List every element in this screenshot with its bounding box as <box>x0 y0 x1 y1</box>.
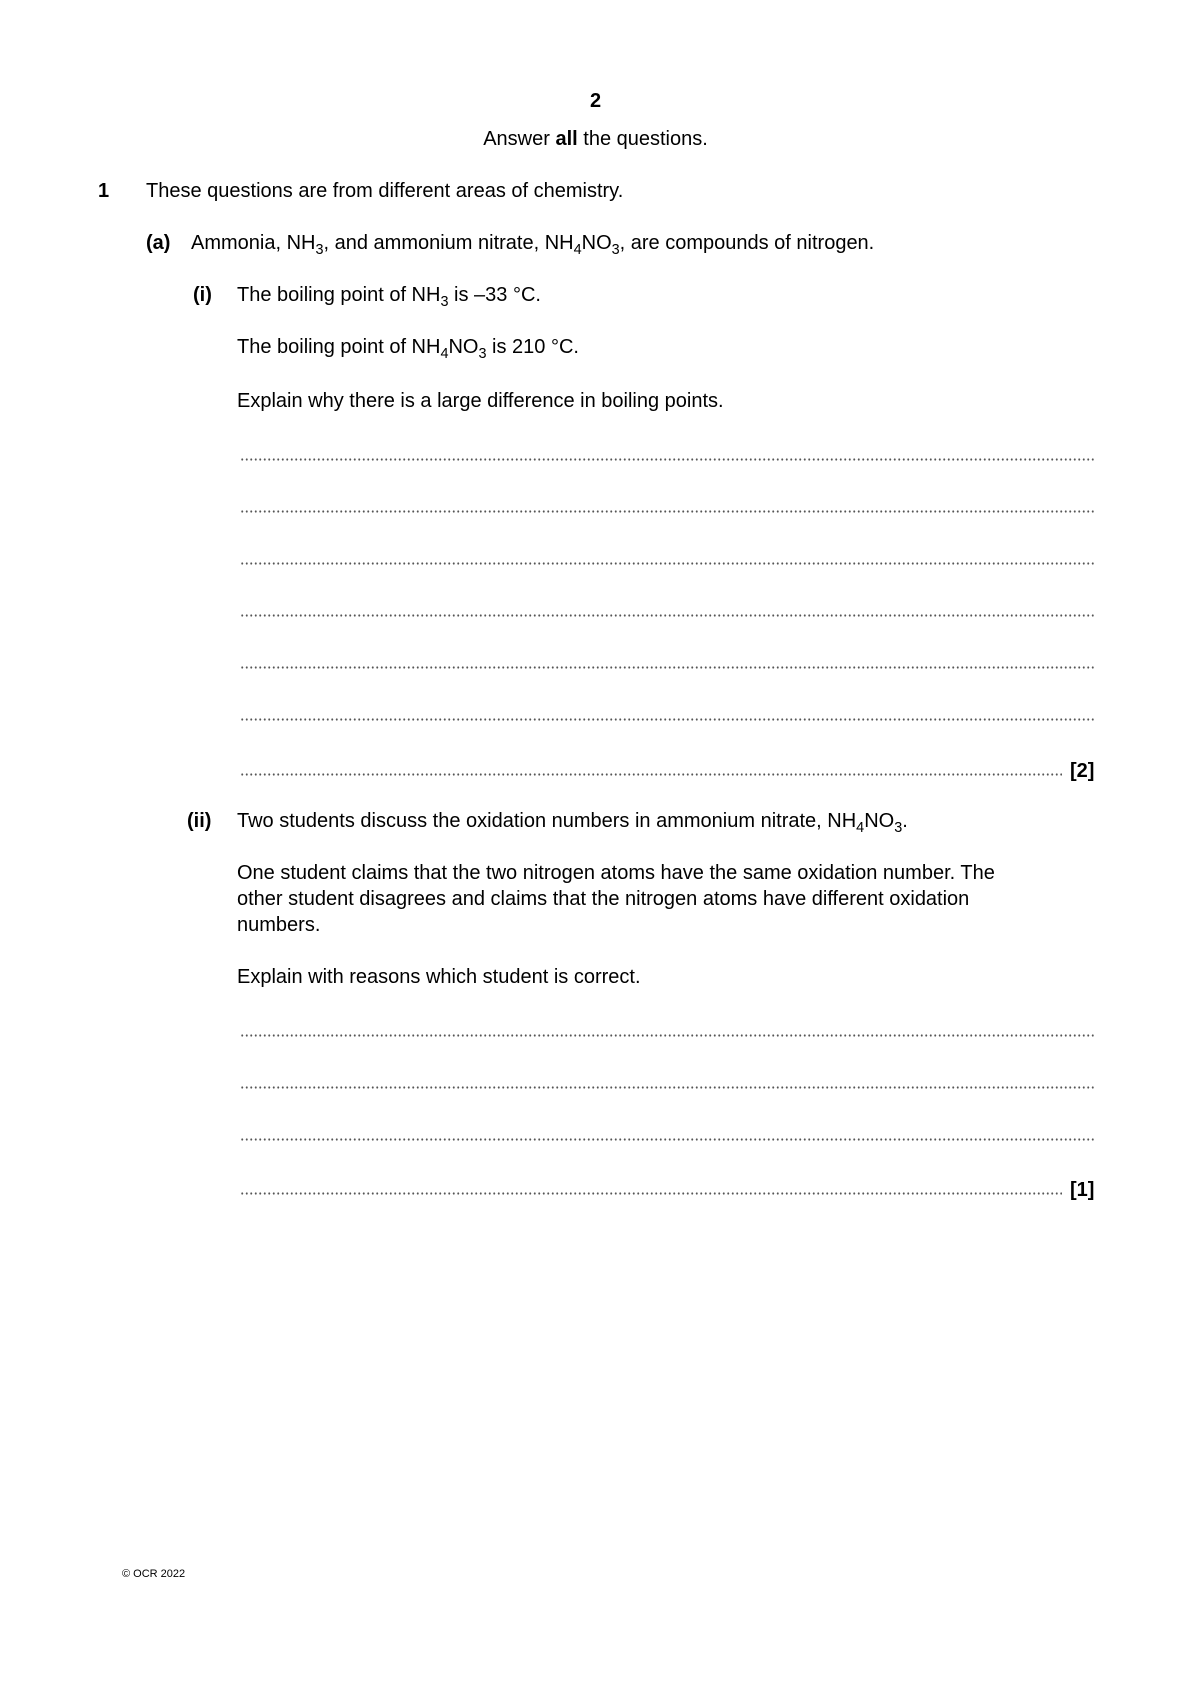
answer-line-i-6[interactable] <box>240 718 1096 721</box>
part-ii-prompt: Explain with reasons which student is correct. <box>237 966 641 988</box>
question-stem: These questions are from different areas of chemistry. <box>146 180 624 202</box>
answer-line-ii-2[interactable] <box>240 1086 1096 1089</box>
part-a-label: (a) <box>146 232 171 254</box>
part-i-label: (i) <box>193 284 212 306</box>
answer-line-ii-4[interactable] <box>240 1192 1062 1195</box>
answer-line-ii-3[interactable] <box>240 1138 1096 1141</box>
part-i-prompt: Explain why there is a large difference in boiling points. <box>237 390 724 412</box>
part-i-line-2 <box>237 336 579 363</box>
part-i-line-2-text-1: The boiling point of NH <box>237 336 441 358</box>
part-ii-label: (ii) <box>187 810 212 832</box>
marks-i: [2] <box>1070 760 1095 782</box>
instruction <box>0 128 1191 151</box>
part-i-line-1 <box>237 284 541 311</box>
answer-line-i-7[interactable] <box>240 773 1062 776</box>
answer-line-ii-1[interactable] <box>240 1034 1096 1037</box>
part-i-line-1-text-1: The boiling point of NH <box>237 284 441 306</box>
part-a-text-2: , and ammonium nitrate, NH <box>323 232 574 254</box>
part-a-sub-2: 4 <box>573 242 582 259</box>
part-ii-intro-text-3: . <box>902 810 908 832</box>
part-i-line-2-text-2: NO <box>448 336 479 358</box>
part-i-line-2-sub-1: 4 <box>440 346 449 363</box>
copyright-footer: © OCR 2022 <box>122 1568 186 1580</box>
part-i-line-1-text-2: is –33 °C. <box>448 284 541 306</box>
part-ii-intro-sub-1: 4 <box>856 820 865 837</box>
part-i-line-2-text-3: is 210 °C. <box>486 336 579 358</box>
part-a-text-4: , are compounds of nitrogen. <box>619 232 875 254</box>
answer-line-i-5[interactable] <box>240 666 1096 669</box>
page-number: 2 <box>589 90 602 112</box>
part-ii-para-line-1: One student claims that the two nitrogen atoms have the same oxidation number. The <box>237 862 995 884</box>
instruction-suffix: the questions. <box>577 128 708 150</box>
part-i-line-2-sub-2: 3 <box>478 346 487 363</box>
part-a-text-3: NO <box>581 232 612 254</box>
part-a-text <box>191 232 875 259</box>
part-ii-intro <box>237 810 908 837</box>
part-a-sub-1: 3 <box>315 242 324 259</box>
instruction-emphasis: all <box>555 128 578 150</box>
instruction-prefix: Answer <box>483 128 556 150</box>
answer-line-i-3[interactable] <box>240 562 1096 565</box>
answer-line-i-4[interactable] <box>240 614 1096 617</box>
part-i-line-1-sub-1: 3 <box>440 294 449 311</box>
marks-ii: [1] <box>1070 1179 1095 1201</box>
part-ii-intro-text-2: NO <box>864 810 895 832</box>
part-a-sub-3: 3 <box>611 242 620 259</box>
part-ii-intro-sub-2: 3 <box>894 820 903 837</box>
part-ii-para-line-2: other student disagrees and claims that the nitrogen atoms have different oxidation <box>237 888 970 910</box>
part-ii-para-line-3: numbers. <box>237 914 321 936</box>
answer-line-i-1[interactable] <box>240 458 1096 461</box>
part-a-text-1: Ammonia, NH <box>191 232 316 254</box>
part-ii-intro-text-1: Two students discuss the oxidation numbers in ammonium nitrate, NH <box>237 810 857 832</box>
question-number: 1 <box>98 180 110 202</box>
answer-line-i-2[interactable] <box>240 510 1096 513</box>
